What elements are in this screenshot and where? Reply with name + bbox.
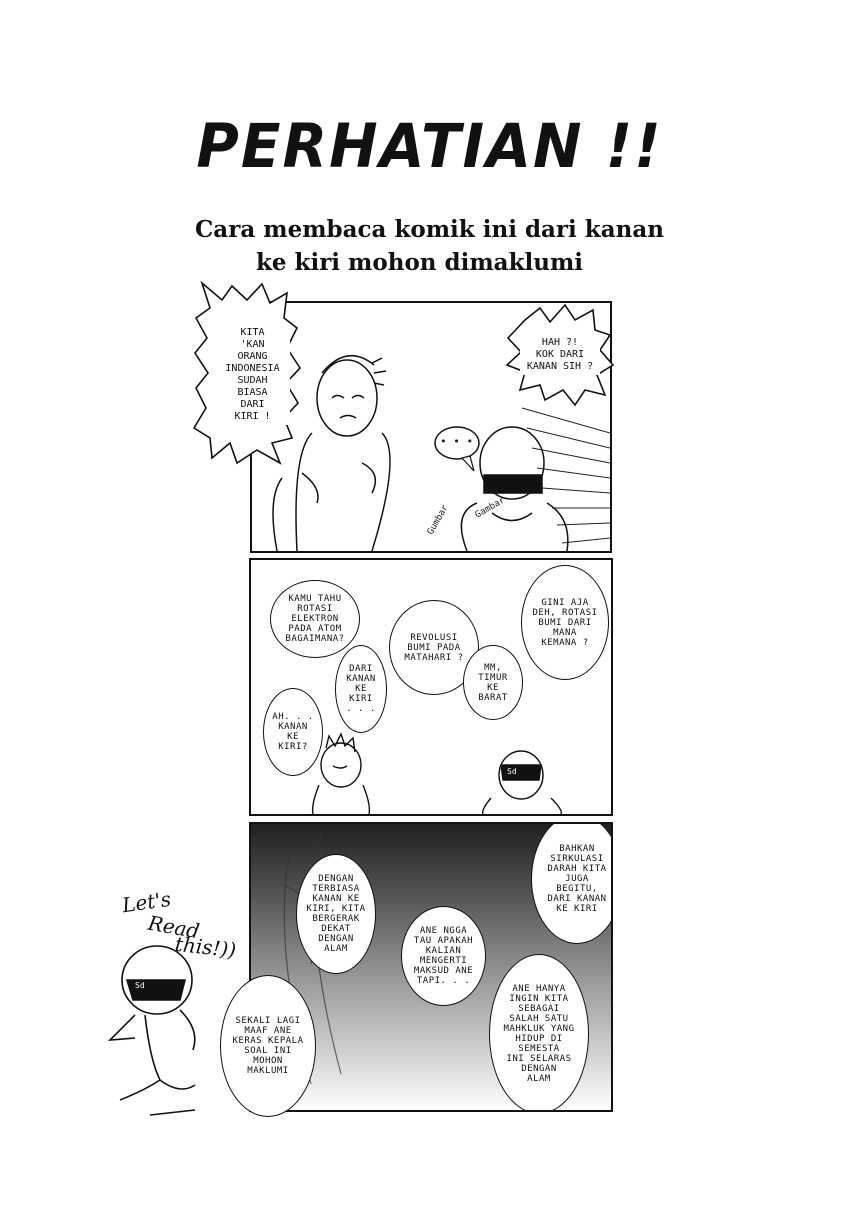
bubble-rotasi-bumi: GINI AJA DEH, ROTASI BUMI DARI MANA KEMANA ? — [521, 565, 609, 680]
sfx-gambar: Gambar — [473, 495, 507, 521]
speech-left-text: KITA 'KAN ORANG INDONESIA SUDAH BIASA DARI KIRI ! — [215, 325, 290, 425]
face-label-2: Sd — [507, 767, 517, 776]
subtitle-line-1: Cara membaca komik ini dari kanan — [195, 216, 664, 243]
mascot-text-read: Read — [146, 910, 202, 944]
comic-panel-2 — [249, 558, 613, 816]
mascot-figure — [105, 940, 225, 1130]
bubble-ane-ngga-tau: ANE NGGA TAU APAKAH KALIAN MENGERTI MAKSUD ANE TAPI. . . — [401, 906, 486, 1006]
mascot-text-this: this!)) — [173, 931, 238, 963]
ellipsis-text: • • • — [440, 435, 474, 448]
bubble-dengan-terbiasa: DENGAN TERBIASA KANAN KE KIRI, KITA BERGERAK DEKAT DENGAN ALAM — [296, 854, 376, 974]
speech-right-text: HAH ?! KOK DARI KANAN SIH ? — [520, 335, 600, 375]
bubble-revolusi: REVOLUSI BUMI PADA MATAHARI ? — [389, 600, 479, 695]
subtitle-line-2: ke kiri mohon dimaklumi — [255, 249, 584, 276]
bubble-kanan-ke-kiri: AH. . . KANAN KE KIRI? — [263, 688, 323, 776]
bubble-timur-barat: MM, TIMUR KE BARAT — [463, 645, 523, 720]
page-title: PERHATIAN !! — [196, 110, 663, 182]
mascot-face-label: Sd — [135, 981, 145, 990]
sfx-gumbar: Gumbar — [425, 503, 451, 537]
bubble-dari-kanan: DARI KANAN KE KIRI . . . — [335, 645, 387, 733]
mascot-text-lets: Let's — [120, 886, 173, 918]
bubble-sirkulasi: BAHKAN SIRKULASI DARAH KITA JUGA BEGITU, DARI KANAN KE KIRI — [531, 822, 613, 944]
bubble-ane-hanya: ANE HANYA INGIN KITA SEBAGAI SALAH SATU MAHKLUK YANG HIDUP DI SEMESTA INI SELARAS DENGAN ALAM — [489, 954, 589, 1112]
bubble-sekali-lagi: SEKALI LAGI MAAF ANE KERAS KEPALA SOAL INI MOHON MAKLUMI — [220, 975, 316, 1117]
face-label: Sd — [500, 466, 511, 476]
bubble-electron: KAMU TAHU ROTASI ELEKTRON PADA ATOM BAGAIMANA? — [270, 580, 360, 658]
